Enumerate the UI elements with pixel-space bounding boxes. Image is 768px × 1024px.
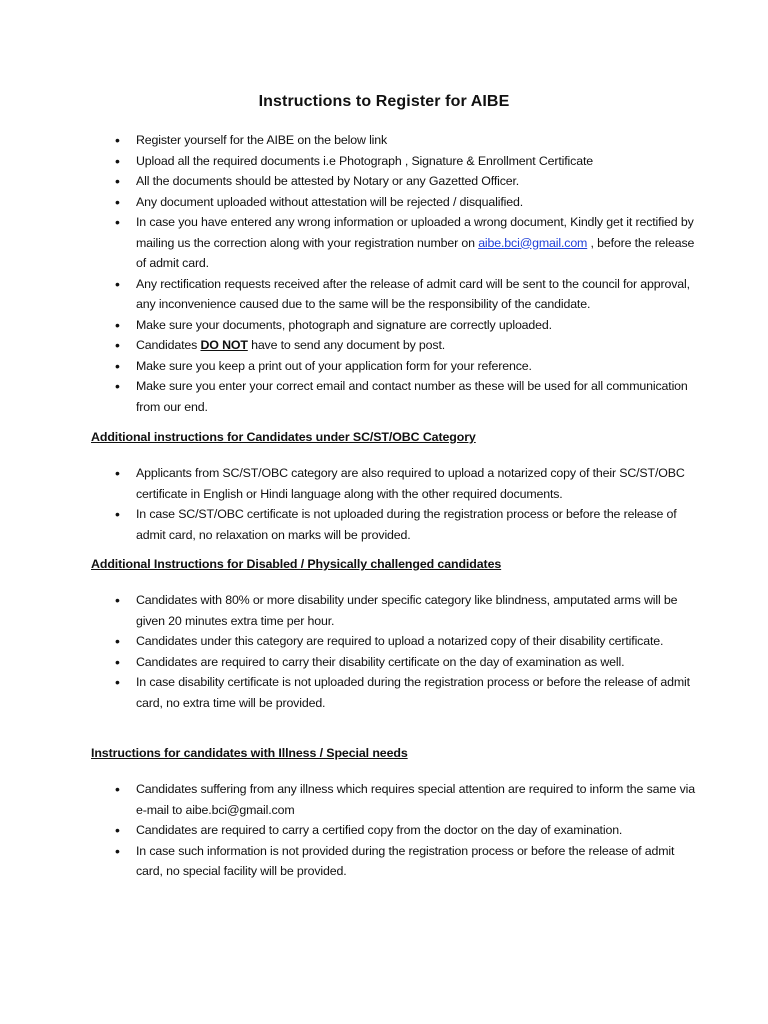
list-item: • Any rectification requests received after the release of admit card will be sent to the council for approval, any inconvenience caused due to the same will be the responsibility of the candidate.: [136, 274, 696, 315]
registration-instructions-list: [136, 130, 696, 417]
page-title: Instructions to Register for AIBE: [258, 93, 510, 110]
item-text: Candidates: [136, 338, 201, 352]
list-item: • Candidates are required to carry their disability certificate on the day of examination as well.: [136, 652, 696, 673]
list-item: [136, 212, 696, 274]
disabled-list: [136, 590, 696, 713]
list-item: • Applicants from SC/ST/OBC category are also required to upload a notarized copy of their SC/ST/OBC certificate in English or Hindi language along with the other required documents.: [136, 463, 696, 504]
email-link[interactable]: aibe.bci@gmail.com: [478, 235, 588, 250]
list-item: • Make sure your documents, photograph and signature are correctly uploaded.: [136, 315, 696, 336]
list-item: • In case such information is not provided during the registration process or before the release of admit card, no special facility will be provided.: [136, 841, 696, 882]
item-text: , before the release of admit card.: [136, 235, 695, 270]
list-item: • Upload all the required documents i.e Photograph , Signature & Enrollment Certificate: [136, 151, 696, 172]
disabled-heading: Additional Instructions for Disabled / Physically challenged candidates: [91, 557, 502, 571]
list-item: • Make sure you enter your correct email and contact number as these will be used for all communication from our end.: [136, 376, 696, 417]
list-item: • All the documents should be attested by Notary or any Gazetted Officer.: [136, 171, 696, 192]
list-item: • Candidates are required to carry a certified copy from the doctor on the day of examination.: [136, 820, 696, 841]
illness-list: [136, 779, 696, 882]
sc-st-obc-heading: Additional instructions for Candidates under SC/ST/OBC Category: [91, 430, 476, 444]
list-item: • Candidates with 80% or more disability under specific category like blindness, amputated arms will be given 20 minutes extra time per hour.: [136, 590, 696, 631]
item-text: In case you have entered any wrong information or uploaded a wrong document, Kindly get it rectified by mailing us the correction along with your registration number on: [136, 215, 694, 250]
sc-st-obc-list: [136, 463, 696, 545]
list-item: [136, 335, 696, 356]
do-not-emphasis: DO NOT: [200, 338, 248, 352]
list-item: • Candidates under this category are required to upload a notarized copy of their disability certificate.: [136, 631, 696, 652]
illness-heading: Instructions for candidates with Illness / Special needs: [91, 746, 408, 760]
list-item: • Make sure you keep a print out of your application form for your reference.: [136, 356, 696, 377]
list-item: • Any document uploaded without attestation will be rejected / disqualified.: [136, 192, 696, 213]
item-text: have to send any document by post.: [247, 338, 446, 352]
list-item: • In case disability certificate is not uploaded during the registration process or before the release of admit card, no extra time will be provided.: [136, 672, 696, 713]
list-item: • Register yourself for the AIBE on the below link: [136, 130, 696, 151]
list-item: • Candidates suffering from any illness which requires special attention are required to inform the same via e-mail to aibe.bci@gmail.com: [136, 779, 696, 820]
list-item: • In case SC/ST/OBC certificate is not uploaded during the registration process or before the release of admit card, no relaxation on marks will be provided.: [136, 504, 696, 545]
